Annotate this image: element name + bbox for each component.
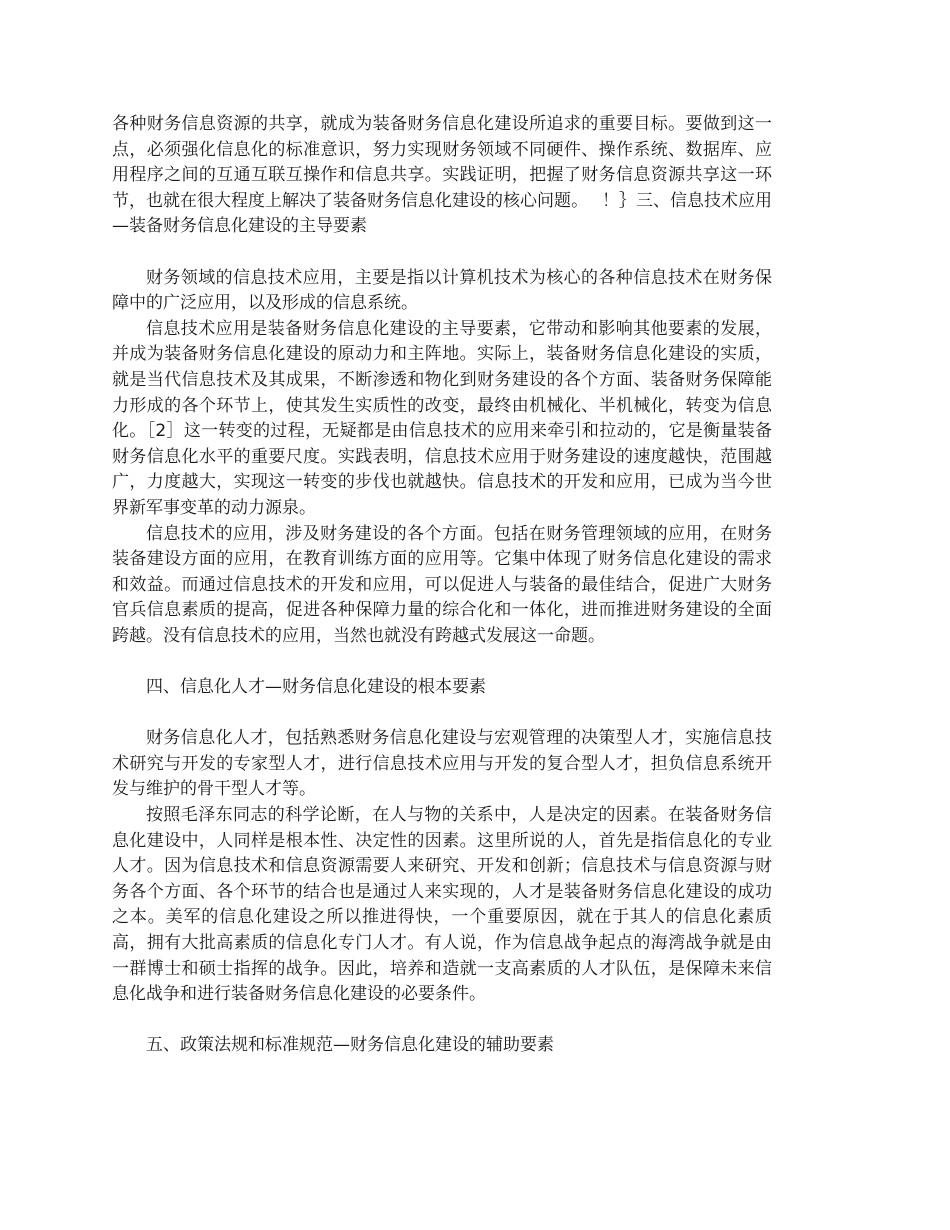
paragraph-gap bbox=[112, 1008, 772, 1034]
paragraph-tech-leading: 信息技术应用是装备财务信息化建设的主导要素，它带动和影响其他要素的发展，并成为装备财务信息化建设的原动力和主阵地。实际上，装备财务信息化建设的实质，就是当代信息技术及其成果，不断渗透和物化到财务建设的各个方面、装备财务保障能力形成的各个环节上，使其发生实质性的改变，最终由机械化、半机械化，转变为信息化。［2］这一转变的过程，无疑都是由信息技术的应用来牵引和拉动的，它是衡量装备财务信息化水平的重要尺度。实践表明，信息技术应用于财务建设的速度越快，范围越广，力度越大，实现这一转变的步伐也就越快。信息技术的开发和应用，已成为当今世界新军事变革的动力源泉。 bbox=[112, 318, 772, 518]
paragraph-tech-scope: 信息技术的应用，涉及财务建设的各个方面。包括在财务管理领域的应用，在财务装备建设方面的应用，在教育训练方面的应用等。它集中体现了财务信息化建设的需求和效益。而通过信息技术的开发和应用，可以促进人与装备的最佳结合，促进广大财务官兵信息素质的提高，促进各种保障力量的综合化和一体化，进而推进财务建设的全面跨越。没有信息技术的应用，当然也就没有跨越式发展这一命题。 bbox=[112, 523, 772, 646]
paragraph-gap bbox=[112, 701, 772, 727]
paragraph-talent-importance: 按照毛泽东同志的科学论断，在人与物的关系中，人是决定的因素。在装备财务信息化建设中，人同样是根本性、决定性的因素。这里所说的人，首先是指信息化的专业人才。因为信息技术和信息资源需要人来研究、开发和创新；信息技术与信息资源与财务各个方面、各个环节的结合也是通过人来实现的，人才是装备财务信息化建设的成功之本。美军的信息化建设之所以推进得快，一个重要原因，就在于其人的信息化素质高，拥有大批高素质的信息化专门人才。有人说，作为信息战争起点的海湾战争就是由一群博士和硕士指挥的战争。因此，培养和造就一支高素质的人才队伍，是保障未来信息化战争和进行装备财务信息化建设的必要条件。 bbox=[112, 805, 772, 1005]
document-body bbox=[112, 112, 772, 1059]
paragraph-intro: 各种财务信息资源的共享，就成为装备财务信息化建设所追求的重要目标。要做到这一点，必须强化信息化的标准意识，努力实现财务领域不同硬件、操作系统、数据库、应用程序之间的互通互联互操作和信息共享。实践证明，把握了财务信息资源共享这一环节，也就在很大程度上解决了装备财务信息化建设的核心问题。 ！｝三、信息技术应用—装备财务信息化建设的主导要素 bbox=[112, 114, 772, 237]
section-heading-talent: 四、信息化人才—财务信息化建设的根本要素 bbox=[146, 677, 486, 698]
paragraph-gap bbox=[112, 240, 772, 266]
paragraph-talent-definition: 财务信息化人才，包括熟悉财务信息化建设与宏观管理的决策型人才，实施信息技术研究与开发的专家型人才，进行信息技术应用与开发的复合型人才，担负信息系统开发与维护的骨干型人才等。 bbox=[112, 728, 772, 800]
paragraph-tech-definition: 财务领域的信息技术应用，主要是指以计算机技术为核心的各种信息技术在财务保障中的广泛应用，以及形成的信息系统。 bbox=[112, 267, 772, 314]
section-heading-policy: 五、政策法规和标准规范—财务信息化建设的辅助要素 bbox=[146, 1035, 554, 1056]
paragraph-gap bbox=[112, 649, 772, 675]
